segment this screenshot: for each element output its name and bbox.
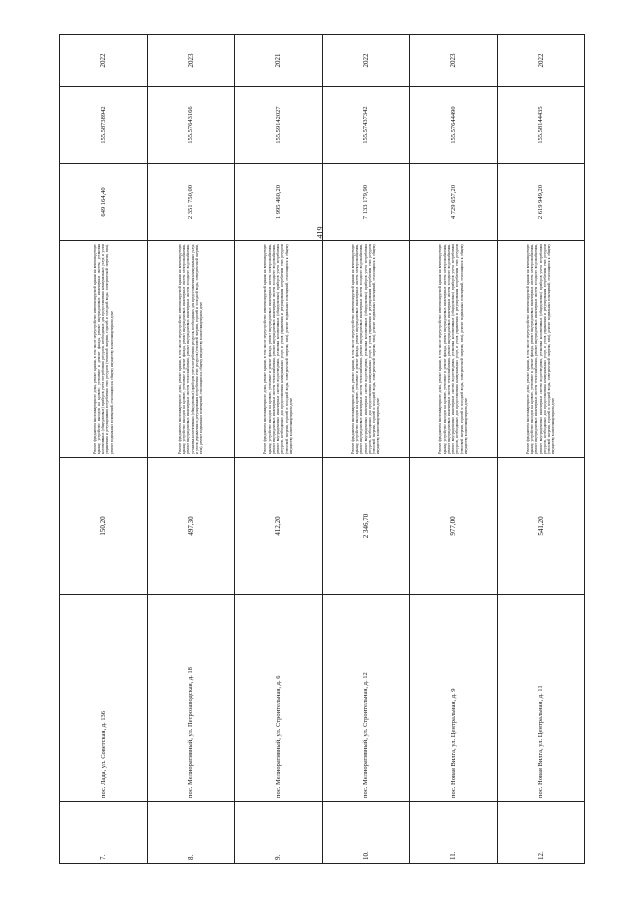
table-row [410, 35, 498, 864]
row-address: пос. Мелиоративный, ул. Строительная, д. 12 [322, 595, 410, 802]
row-year: 2023 [147, 35, 235, 87]
row-code: 155.59142027 [235, 87, 323, 164]
row-area: 977,00 [410, 458, 498, 595]
register-table [59, 34, 585, 864]
row-cost: 2 351 750,00 [147, 164, 235, 241]
table-row [322, 35, 410, 864]
row-works: Ремонт фундамента многоквартирного дома, ремонт крыши, в том числе переустройство невентилируемой крыши на вентилируемую крышу, устройство выходов на кровлю, утепление и ремонт фасада, ремонт внутридомовых инженерных систем, установка коллективных (общедомовых) приборов учета потребления ресурсов, необходимых для предоставления коммунальных услуг, и узлов управления и регулирования потребления этих ресурсов (тепловой энергии, горячей и холодной воды, электрической энергии, газа), ремонт подвальных помещений, относящихся к общему имуществу в многоквартирном доме [60, 241, 148, 458]
row-works: Ремонт фундамента многоквартирного дома, ремонт крыши, в том числе переустройство невентилируемой крыши на вентилируемую крышу, устройство выходов на кровлю, утепление и ремонт фасада, ремонт внутридомовых инженерных систем электроснабжения, ремонт внутридомовых инженерных систем теплоснабжения, ремонт внутридомовых инженерных систем холодного водоснабжения, установка коллективных (общедомовых) приборов учета потребления ресурсов, необходимых для предоставления коммунальных услуг, и узлов управления и регулирования потребления этих ресурсов (тепловой энергии, горячей и холодной воды, электрической энергии, газа), ремонт подвальных помещений, относящихся к общему имуществу в многоквартирном доме [147, 241, 235, 458]
row-code: 155.57643166 [147, 87, 235, 164]
table-row [497, 35, 585, 864]
row-year: 2021 [235, 35, 323, 87]
table-row [235, 35, 323, 864]
row-number: 7. [60, 802, 148, 864]
row-code: 155.58738942 [60, 87, 148, 164]
row-number: 9. [235, 802, 323, 864]
row-code: 155.57644490 [410, 87, 498, 164]
row-works: Ремонт фундамента многоквартирного дома, ремонт крыши, в том числе переустройство невентилируемой крыши на вентилируемую крышу, устройство выходов на кровлю, утепление и ремонт фасада, ремонт внутридомовых инженерных систем электроснабжения, ремонт внутридомовых инженерных систем теплоснабжения, ремонт внутридомовых инженерных систем холодного водоснабжения, ремонт внутридомовых инженерных систем водоотведения, установка коллективных (общедомовых) приборов учета потребления ресурсов, необходимых для предоставления коммунальных услуг, и узлов управления и регулирования потребления этих ресурсов (тепловой энергии, горячей и холодной воды, электрической энергии, газа), ремонт подвальных помещений, относящихся к общему имуществу в многоквартирном доме [322, 241, 410, 458]
row-area: 541,20 [497, 458, 585, 595]
row-works: Ремонт фундамента многоквартирного дома, ремонт крыши, в том числе переустройство невентилируемой крыши на вентилируемую крышу, устройство выходов на кровлю, утепление и ремонт фасада, ремонт внутридомовых инженерных систем электроснабжения, ремонт внутридомовых инженерных систем теплоснабжения, ремонт внутридомовых инженерных систем холодного водоснабжения, ремонт внутридомовых инженерных систем водоотведения, установка коллективных (общедомовых) приборов учета потребления ресурсов, необходимых для предоставления коммунальных услуг, и узлов управления и регулирования потребления этих ресурсов (тепловой энергии, горячей и холодной воды, электрической энергии, газа), ремонт подвальных помещений, относящихся к общему имуществу в многоквартирном доме [497, 241, 585, 458]
row-number: 10. [322, 802, 410, 864]
row-area: 412,20 [235, 458, 323, 595]
row-code: 155.58144435 [497, 87, 585, 164]
table-row [147, 35, 235, 864]
row-number: 11. [410, 802, 498, 864]
row-number: 8. [147, 802, 235, 864]
row-address: пос. Мелиоративный, ул. Строительная, д. 6 [235, 595, 323, 802]
row-number: 12. [497, 802, 585, 864]
register-table-wrapper [59, 53, 585, 864]
row-area: 497,30 [147, 458, 235, 595]
row-year: 2022 [497, 35, 585, 87]
row-cost: 2 619 949,20 [497, 164, 585, 241]
page-number: 419 [315, 226, 325, 239]
row-address: пос. Мелиоративный, ул. Петрозаводская, д. 18 [147, 595, 235, 802]
row-year: 2022 [60, 35, 148, 87]
row-year: 2022 [322, 35, 410, 87]
row-works: Ремонт фундамента многоквартирного дома, ремонт крыши, в том числе переустройство невентилируемой крыши на вентилируемую крышу, устройство выходов на кровлю, утепление и ремонт фасада, ремонт внутридомовых инженерных систем электроснабжения, ремонт внутридомовых инженерных систем теплоснабжения, ремонт внутридомовых инженерных систем холодного водоснабжения, ремонт внутридомовых инженерных систем водоотведения, установка коллективных (общедомовых) приборов учета потребления ресурсов, необходимых для предоставления коммунальных услуг, и узлов управления и регулирования потребления этих ресурсов (тепловой энергии, горячей и холодной воды, электрической энергии, газа), ремонт подвальных помещений, относящихся к общему имуществу в многоквартирном доме [410, 241, 498, 458]
table-row [60, 35, 148, 864]
row-works: Ремонт фундамента многоквартирного дома, ремонт крыши, в том числе переустройство невентилируемой крыши на вентилируемую крышу, устройство выходов на кровлю, утепление и ремонт фасада, ремонт внутридомовых инженерных систем электроснабжения, ремонт внутридомовых инженерных систем теплоснабжения, ремонт внутридомовых инженерных систем холодного водоснабжения, ремонт внутридомовых инженерных систем водоотведения, установка коллективных (общедомовых) приборов учета потребления ресурсов, необходимых для предоставления коммунальных услуг, и узлов управления и регулирования потребления этих ресурсов (тепловой энергии, горячей и холодной воды, электрической энергии, газа), ремонт подвальных помещений, относящихся к общему имуществу в многоквартирном доме [235, 241, 323, 458]
row-address: пос. Новая Вилга, ул. Центральная, д. 9 [410, 595, 498, 802]
row-cost: 7 133 179,90 [322, 164, 410, 241]
row-cost: 1 995 460,20 [235, 164, 323, 241]
row-year: 2023 [410, 35, 498, 87]
row-cost: 4 729 657,20 [410, 164, 498, 241]
row-code: 155.57437342 [322, 87, 410, 164]
row-area: 150,20 [60, 458, 148, 595]
row-area: 2 346,70 [322, 458, 410, 595]
row-cost: 649 164,40 [60, 164, 148, 241]
row-address: пос. Лада, ул. Советская, д. 136 [60, 595, 148, 802]
row-address: пос. Новая Вилга, ул. Центральная, д. 11 [497, 595, 585, 802]
